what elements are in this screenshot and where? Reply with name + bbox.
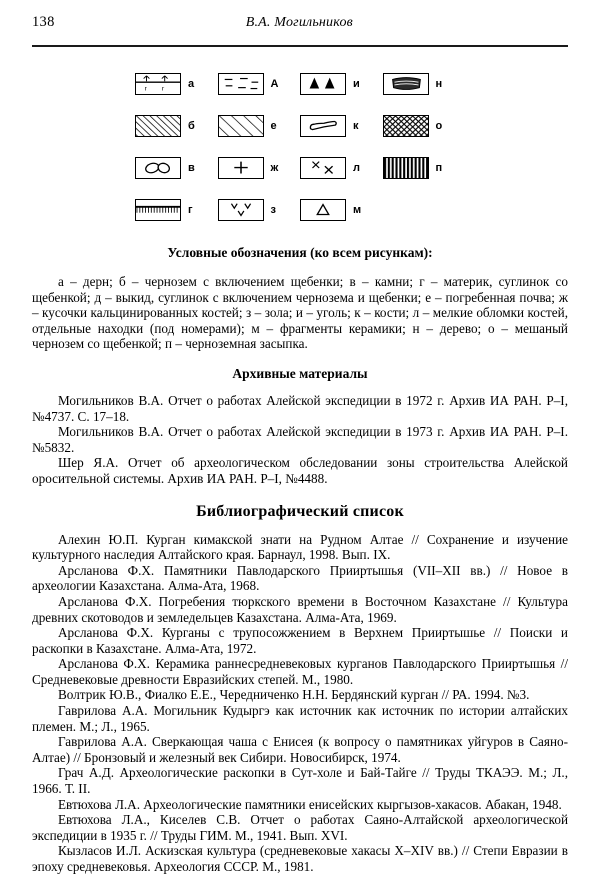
svg-text:г: г [161,85,165,93]
bibliography-entry-list [32,532,568,875]
turf-sod-icon [135,73,181,95]
legend-label-b: б [188,119,195,132]
dashes-icon [218,73,264,95]
bibliography-entry: Арсланова Ф.Х. Керамика раннесредневековых курганов Павлодарского Прииртышья // Средневековые древности Евразийских степей. М., 1980. [32,656,568,687]
bibliography-entry: Арсланова Ф.Х. Погребения тюркского времени в Восточном Казахстане // Культура древних скотоводов и земледельцев Казахстана. Алма-Ата, 1969. [32,593,568,625]
legend-text-block [32,274,568,352]
legend-item-i [300,73,360,95]
legend-label-k: к [353,119,359,132]
archive-entry: Могильников В.А. Отчет о работах Алейской экспедиции в 1973 г. Архив ИА РАН. Р–I. №5832. [32,424,568,455]
bibliography-entry: Гаврилова А.А. Могильник Кудыргэ как источник как источник по истории алтайских племен. М.; Л., 1965. [32,703,568,734]
bibliography-entry: Гаврилова А.А. Сверкающая чаша с Енисея (к вопросу о памятниках уйгуров в Саяно-Алтае) // Бронзовый и железный век Сибири. Новосибирск, 1974. [32,734,568,765]
legend-label-z: з [270,203,276,216]
svg-text:г: г [144,85,148,93]
legend-item-n [383,73,443,95]
legend-item-o [383,115,443,137]
bibliography-entry: Евтюхова Л.А., Киселев С.В. Отчет о работах Саяно-Алтайской археологической экспедиции в 1935 г. // Труды ГИМ. М., 1941. Вып. XVI. [32,812,568,843]
wood-log-icon [383,73,429,95]
legend-label-n: н [435,77,443,90]
hatch-right-sparse-icon [218,115,264,137]
stones-icon [135,157,181,179]
legend-text: а – дерн; б – чернозем с включением щебенки; в – камни; г – материк, суглинок со щебенкой; д – выкид, суглинок с включением чернозема и щебенки; е – погребенная почва; ж – кусочки кальцинированных костей; з – зола; и – уголь; к – кости; л – мелкие обломки костей, отдельные находки (под номерами); м – фрагменты керамики; н – дерево; о – мешаный чернозем со щебенкой; п – черноземная засыпка. [32,274,568,352]
legend-item-e [218,115,277,137]
archive-heading: Архивные материалы [232,365,368,381]
legend-label-i: и [353,77,360,90]
legend-item-z [218,199,276,221]
bibliography-entry: Волтрик Ю.В., Фиалко Е.Е., Чередниченко Н.Н. Бердянский курган // РА. 1994. №3. [58,687,530,703]
bone-icon [300,115,346,137]
plus-icon [218,157,264,179]
legend-label-p: п [435,161,443,174]
legend-item-zh [218,157,279,179]
running-head [32,0,568,42]
triangles-charcoal-icon [300,73,346,95]
legend-heading: Условные обозначения (ко всем рисункам): [167,245,433,260]
triangle-outline-icon [300,199,346,221]
legend-item-a [135,73,194,95]
legend-label-v: в [188,161,195,174]
hatch-right-dense-icon [135,115,181,137]
bibliography-entry: Арсланова Ф.Х. Памятники Павлодарского Прииртышья (VII–XII вв.) // Новое в археологии Казахстана. Алма-Ата, 1968. [32,562,568,594]
legend-item-g [135,199,193,221]
bibliography-entry: Алехин Ю.П. Курган кимакской знати на Рудном Алтае // Сохранение и изучение культурного наследия Алтайского края. Барнаул, 1998. Вып. IX. [32,531,568,563]
bibliography-entry: Арсланова Ф.Х. Курганы с трупосожжением в Верхнем Прииртышье // Поиски и раскопки в Казахстане. Алма-Ата, 1972. [32,625,568,656]
legend-label-o: о [435,119,443,132]
symbol-legend-grid [135,63,465,231]
archive-entry: Шер Я.А. Отчет об археологическом обследовании зоны строительства Алейской оросительной системы. Архив ИА РАН. Р–I, №4488. [32,455,568,486]
bibliography-entry: Евтюхова Л.А. Археологические памятники енисейских кыргызов-хакасов. Абакан, 1948. [58,796,562,812]
legend-item-v [135,157,195,179]
materik-comb-icon [135,199,181,221]
bibliography-entry: Кызласов И.Л. Аскизская культура (средневековые хакасы X–XIV вв.) // Степи Евразии в эпоху средневековья. Археология СССР. М., 1981. [32,843,568,874]
legend-label-a: а [188,77,195,90]
legend-item-m [300,199,361,221]
vertical-stripes-icon [383,157,429,179]
legend-label-d: А [270,77,279,90]
legend-item-k [300,115,359,137]
page-number: 138 [32,14,55,30]
archive-entry: Могильников В.А. Отчет о работах Алейской экспедиции в 1972 г. Архив ИА РАН. Р–I, №4737. С. 17–18. [32,392,568,424]
chevrons-icon [218,199,264,221]
cross-hatch-icon [383,115,429,137]
header-rule [32,45,568,47]
running-head-author: В.А. Могильников [245,15,353,30]
legend-label-l: л [353,161,360,174]
legend-label-g: г [188,203,193,216]
x-marks-icon [300,157,346,179]
legend-item-d [218,73,279,95]
legend-label-m: м [353,203,362,216]
legend-item-b [135,115,195,137]
bibliography-heading: Библиографический список [196,502,404,520]
legend-item-p [383,157,443,179]
bibliography-entry: Грач А.Д. Археологические раскопки в Сут-холе и Бай-Тайге // Труды ТКАЭЭ. М.; Л., 1966. Т. II. [32,765,568,797]
legend-label-e: е [270,119,277,132]
legend-item-l [300,157,360,179]
archive-entry-list [32,393,568,487]
legend-label-zh: ж [270,161,279,174]
